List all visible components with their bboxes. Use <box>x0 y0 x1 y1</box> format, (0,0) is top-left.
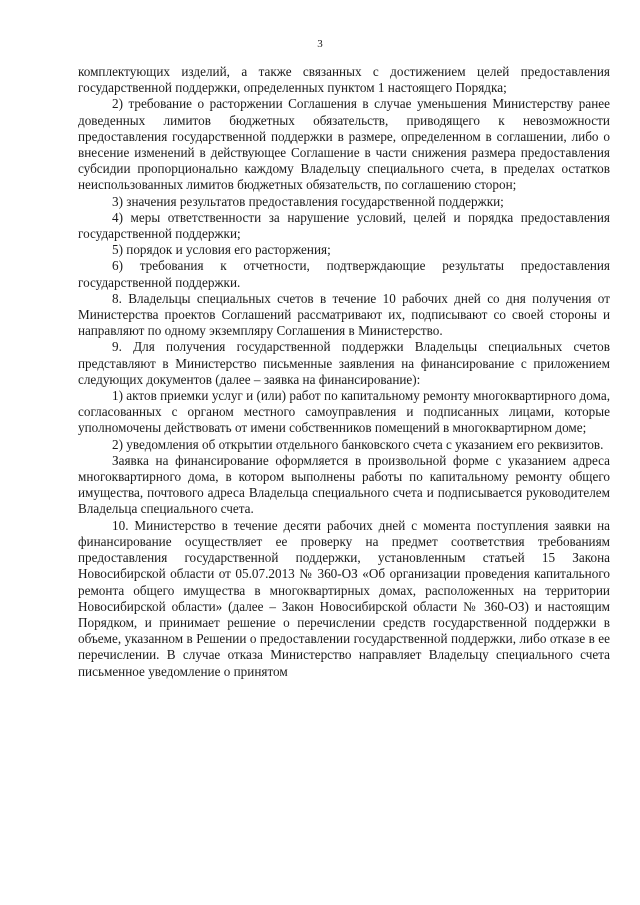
paragraph: 10. Министерство в течение десяти рабочих дней с момента поступления заявки на финансирование осуществляет ее проверку на предмет соответствия требованиям предоставления государственной поддержки, установленным статьей 15 Закона Новосибирской области от 05.07.2013 № 360-ОЗ «Об организации проведения капитального ремонта общего имущества в многоквартирных домах, расположенных на территории Новосибирской области» (далее – Закон Новосибирской области № 360-ОЗ) и настоящим Порядком, и принимает решение о перечислении средств государственной поддержки в объеме, указанном в Решении о предоставлении государственной поддержки, либо отказе в ее перечислении. В случае отказа Министерство направляет Владельцу специального счета письменное уведомление о принятом <box>78 517 610 679</box>
paragraph: Заявка на финансирование оформляется в произвольной форме с указанием адреса многоквартирного дома, в котором выполнены работы по капитальному ремонту общего имущества, почтового адреса Владельца специального счета и подписывается руководителем Владельца специального счета. <box>78 452 610 517</box>
page-number: 3 <box>317 38 323 50</box>
paragraph: 2) уведомления об открытии отдельного банковского счета с указанием его реквизитов. <box>112 436 604 452</box>
paragraph: комплектующих изделий, а также связанных с достижением целей предоставления государственной поддержки, определенных пунктом 1 настоящего Порядка; <box>78 64 610 96</box>
paragraph: 2) требование о расторжении Соглашения в случае уменьшения Министерству ранее доведенных лимитов бюджетных обязательств, приводящего к невозможности предоставления государственной поддержки в размере, определенном в соглашении, либо о внесение изменений в действующее Соглашение в части снижения размера предоставления субсидии пропорционально каждому Владельцу специального счета, в пределах остатков неиспользованных лимитов бюджетных обязательств, по соглашению сторон; <box>78 96 610 193</box>
paragraph: 5) порядок и условия его расторжения; <box>112 242 331 258</box>
document-body <box>78 64 610 680</box>
paragraph: 6) требования к отчетности, подтверждающие результаты предоставления государственной поддержки. <box>78 258 610 290</box>
paragraph: 3) значения результатов предоставления государственной поддержки; <box>112 193 504 209</box>
paragraph: 1) актов приемки услуг и (или) работ по капитальному ремонту многоквартирного дома, согласованных с органом местного самоуправления и подписанных лицами, которые уполномочены действовать от имени собственников помещений в многоквартирном доме; <box>78 388 610 436</box>
paragraph: 4) меры ответственности за нарушение условий, целей и порядка предоставления государственной поддержки; <box>78 209 610 242</box>
paragraph: 9. Для получения государственной поддержки Владельцы специальных счетов представляют в Министерство письменные заявления на финансирование с приложением следующих документов (далее – заявка на финансирование): <box>78 339 610 387</box>
paragraph: 8. Владельцы специальных счетов в течение 10 рабочих дней со дня получения от Министерства проектов Соглашений рассматривают их, подписывают со своей стороны и направляют по одному экземпляру Соглашения в Министерство. <box>78 290 610 339</box>
